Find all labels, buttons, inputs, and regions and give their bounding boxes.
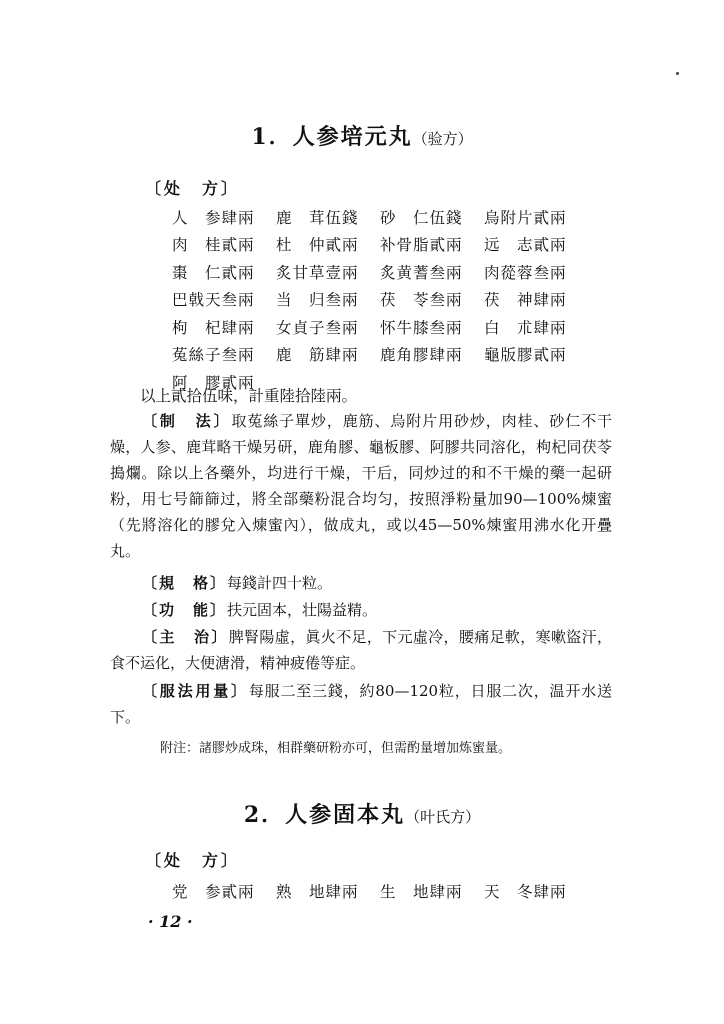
herb-item: 党 参貳兩 — [172, 882, 255, 901]
herb-item: 肉 桂貳兩 — [172, 236, 255, 255]
recipe2-title — [0, 798, 724, 829]
indication-label: 〔主 治〕 — [142, 628, 229, 646]
herb-row — [172, 313, 592, 341]
herb-row — [172, 231, 592, 259]
herb-item: 鹿 茸伍錢 — [276, 208, 359, 227]
herb-item: 龜版膠貳兩 — [484, 346, 567, 365]
herb-row — [172, 286, 592, 314]
recipe1-total: 以上貳拾伍味，計重陸拾陸兩。 — [140, 387, 358, 405]
recipe1-spec — [110, 570, 612, 596]
recipe1-herb-list — [172, 203, 592, 396]
herb-row — [172, 258, 592, 286]
herb-item: 炙黄蓍叁兩 — [380, 263, 463, 282]
function-text: 扶元固本，壮陽益精。 — [227, 601, 378, 619]
spec-label: 〔規 格〕 — [142, 574, 228, 592]
dosage-label: 〔服法用量〕 — [142, 682, 249, 700]
herb-item: 巴戟天叁兩 — [172, 291, 255, 310]
recipe1-indication — [110, 624, 612, 676]
herb-item: 鹿角膠肆兩 — [380, 346, 463, 365]
indication-text: 脾腎陽虛，眞火不足，下元虛冷，腰痛足軟，寒嗽盜汗，食不运化，大便溏滑，精神疲倦等症。 — [110, 628, 612, 672]
recipe1-prescription-label: 〔处 方〕 — [145, 179, 241, 198]
herb-row — [172, 341, 592, 369]
recipe1-title-text: 1．人参培元丸 — [251, 124, 413, 150]
page-number: · 12 · — [148, 912, 193, 931]
herb-item: 白 朮肆兩 — [484, 318, 567, 337]
herb-item: 远 志貳兩 — [484, 236, 567, 255]
method-text: 取菟絲子單炒，鹿筋、烏附片用砂炒，肉桂、砂仁不干燥，人参、鹿茸略干燥另研，鹿角膠、龜板膠、阿膠共同溶化，枸杞同茯苓搗爛。除以上各藥外，均进行干燥，干后，同炒过的和不干燥的藥一起研粉，用七号篩篩过，將全部藥粉混合均匀，按照淨粉量加90—100%煉蜜（先將溶化的膠兌入煉蜜內），做成丸，或以45—50%煉蜜用沸水化开疊丸。 — [110, 412, 612, 560]
herb-item: 棗 仁貳兩 — [172, 263, 255, 282]
recipe2-title-text: 2．人参固本丸 — [243, 802, 406, 828]
spec-text: 每錢計四十粒。 — [227, 574, 333, 592]
method-label: 〔制 法〕 — [142, 412, 232, 430]
herb-item: 烏附片貳兩 — [484, 208, 567, 227]
herb-item: 枸 杞肆兩 — [172, 318, 255, 337]
function-label: 〔功 能〕 — [142, 601, 228, 619]
herb-item: 人 参肆兩 — [172, 208, 255, 227]
recipe2-prescription-label: 〔处 方〕 — [145, 851, 241, 870]
herb-item: 当 归叁兩 — [276, 291, 359, 310]
recipe2-herb-list — [172, 877, 592, 905]
herb-item: 砂 仁伍錢 — [380, 208, 463, 227]
herb-row — [172, 877, 592, 905]
herb-item: 鹿 筋肆兩 — [276, 346, 359, 365]
recipe2-source: （叶氏方） — [405, 808, 481, 826]
herb-item: 茯 苓叁兩 — [380, 291, 463, 310]
herb-item: 补骨脂貳兩 — [380, 236, 463, 255]
herb-item: 菟絲子叁兩 — [172, 346, 255, 365]
herb-item: 女貞子叁兩 — [276, 318, 359, 337]
herb-item: 炙甘草壹兩 — [276, 263, 359, 282]
herb-row — [172, 203, 592, 231]
herb-item: 阿 膠貳兩 — [172, 373, 255, 392]
recipe1-source: （验方） — [412, 130, 473, 148]
recipe1-function — [110, 597, 612, 623]
scan-speck — [676, 72, 679, 75]
dosage-text: 每服二至三錢，約80—120粒，日服二次，温开水送下。 — [110, 682, 612, 726]
recipe1-note: 附注：諸膠炒成珠，相群藥研粉亦可，但需酌量增加炼蜜量。 — [160, 741, 512, 756]
herb-item: 怀牛膝叁兩 — [380, 318, 463, 337]
herb-item: 杜 仲貳兩 — [276, 236, 359, 255]
herb-item: 肉蓯蓉叁兩 — [484, 263, 567, 282]
herb-item: 熟 地肆兩 — [276, 882, 359, 901]
recipe1-dosage — [110, 678, 612, 730]
herb-item: 茯 神肆兩 — [484, 291, 567, 310]
herb-item: 天 冬肆兩 — [484, 882, 567, 901]
herb-item: 生 地肆兩 — [380, 882, 463, 901]
recipe1-title — [0, 120, 724, 151]
recipe1-method — [110, 408, 612, 564]
